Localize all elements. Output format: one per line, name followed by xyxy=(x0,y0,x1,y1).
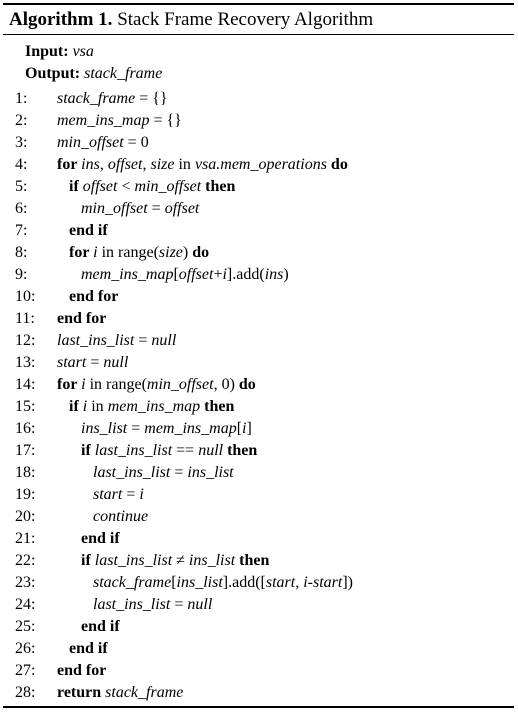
algorithm-line xyxy=(3,551,514,573)
line-number: 23: xyxy=(15,574,36,591)
line-code xyxy=(93,485,144,505)
line-code xyxy=(81,551,269,571)
line-code xyxy=(69,243,209,263)
variable: min_offset xyxy=(81,200,148,217)
code-text: = xyxy=(122,486,140,503)
line-code xyxy=(57,331,176,351)
line-number: 1: xyxy=(15,90,28,107)
line-number: 3: xyxy=(15,134,28,151)
line-number: 26: xyxy=(15,640,36,657)
input-value: vsa xyxy=(72,43,94,60)
variable: last_ins_list xyxy=(57,332,135,349)
algorithm-line xyxy=(3,287,514,309)
variable: i xyxy=(139,486,144,503)
variable: ins_list xyxy=(81,420,128,437)
line-number: 20: xyxy=(15,508,36,525)
code-text: = xyxy=(134,332,152,349)
variable: size xyxy=(150,156,175,173)
code-text: , xyxy=(99,156,108,173)
variable: ins xyxy=(264,266,284,283)
variable: i xyxy=(82,398,88,415)
variable: null xyxy=(187,596,213,613)
code-text: ) xyxy=(182,244,189,261)
code-text: ] xyxy=(246,420,252,437)
algorithm-line xyxy=(3,661,514,683)
line-number: 27: xyxy=(15,662,36,679)
line-code xyxy=(93,573,353,593)
line-number: 15: xyxy=(15,398,36,415)
keyword: end if xyxy=(81,530,120,547)
variable: offset xyxy=(107,156,143,173)
output-value: stack_frame xyxy=(84,65,163,82)
algorithm-line xyxy=(3,529,514,551)
variable: start xyxy=(57,354,87,371)
variable: i xyxy=(222,266,227,283)
algorithm-line xyxy=(3,199,514,221)
code-text: , xyxy=(295,574,304,591)
keyword: for xyxy=(69,244,94,261)
algorithm-line xyxy=(3,265,514,287)
keyword: for xyxy=(57,376,82,393)
code-text: , xyxy=(142,156,151,173)
line-code xyxy=(57,155,348,175)
code-text: in xyxy=(87,398,108,415)
code-text: + xyxy=(213,266,223,283)
code-text: = xyxy=(86,354,104,371)
algorithm-line xyxy=(3,595,514,617)
code-text: = xyxy=(170,464,188,481)
algorithm-line xyxy=(3,133,514,155)
algorithm-line xyxy=(3,331,514,353)
line-code xyxy=(57,661,106,681)
variable: min_offset xyxy=(146,376,214,393)
variable: ins_list xyxy=(176,574,223,591)
line-code xyxy=(69,221,108,241)
variable: i xyxy=(81,376,86,393)
algorithm-caption xyxy=(9,9,373,31)
code-text: in range( xyxy=(85,376,147,393)
keyword: end if xyxy=(69,640,108,657)
variable: mem_ins_map xyxy=(57,112,150,129)
algorithm-line xyxy=(3,683,514,705)
code-text: = {} xyxy=(149,112,182,129)
code-text: ]) xyxy=(342,574,353,591)
line-number: 24: xyxy=(15,596,36,613)
keyword: for xyxy=(57,156,82,173)
bottom-rule xyxy=(3,706,514,708)
algorithm-line xyxy=(3,397,514,419)
line-code xyxy=(69,639,108,659)
keyword: if xyxy=(69,398,83,415)
variable: stack_frame xyxy=(93,574,172,591)
variable: vsa.mem_operations xyxy=(194,156,327,173)
line-number: 6: xyxy=(15,200,28,217)
line-code xyxy=(57,89,168,109)
variable: null xyxy=(151,332,177,349)
line-code xyxy=(69,177,235,197)
line-code xyxy=(69,287,118,307)
keyword: end for xyxy=(69,288,119,305)
line-code xyxy=(69,397,234,417)
line-number: 19: xyxy=(15,486,36,503)
keyword: then xyxy=(200,398,235,415)
keyword: end for xyxy=(57,310,107,327)
keyword: end for xyxy=(57,662,107,679)
algorithm-box xyxy=(3,3,514,708)
code-text: == xyxy=(172,442,199,459)
algorithm-line xyxy=(3,309,514,331)
line-code xyxy=(81,617,120,637)
code-text: [ xyxy=(171,574,177,591)
caption-title: Stack Frame Recovery Algorithm xyxy=(117,9,374,30)
code-text: [ xyxy=(236,420,243,437)
variable: stack_frame xyxy=(105,684,184,701)
input-line xyxy=(25,42,94,62)
variable: last_ins_list xyxy=(94,442,173,459)
line-code xyxy=(57,133,149,153)
line-number: 18: xyxy=(15,464,36,481)
code-text: ].add( xyxy=(226,266,265,283)
variable: offset xyxy=(178,266,214,283)
variable: min_offset xyxy=(134,178,202,195)
line-number: 9: xyxy=(15,266,28,283)
code-text: in range( xyxy=(97,244,159,261)
variable: ins_list xyxy=(188,552,236,569)
line-number: 13: xyxy=(15,354,36,371)
variable: last_ins_list xyxy=(93,596,171,613)
line-number: 22: xyxy=(15,552,36,569)
code-text: ≠ xyxy=(172,552,189,569)
line-number: 4: xyxy=(15,156,28,173)
algorithm-line xyxy=(3,463,514,485)
algorithm-line xyxy=(3,353,514,375)
code-text: < xyxy=(117,178,135,195)
variable: size xyxy=(158,244,183,261)
code-text: = xyxy=(170,596,188,613)
algorithm-line xyxy=(3,617,514,639)
variable: null xyxy=(103,354,129,371)
algorithm-line xyxy=(3,111,514,133)
line-code xyxy=(93,507,148,527)
line-number: 25: xyxy=(15,618,36,635)
keyword: do xyxy=(326,156,348,173)
line-number: 10: xyxy=(15,288,36,305)
code-text: ].add([ xyxy=(222,574,266,591)
algorithm-line xyxy=(3,507,514,529)
line-number: 16: xyxy=(15,420,36,437)
code-text: = xyxy=(147,200,165,217)
variable: offset xyxy=(164,200,200,217)
keyword: return xyxy=(57,684,106,701)
input-label: Input: xyxy=(25,43,69,60)
keyword: if xyxy=(69,178,83,195)
variable: i xyxy=(242,420,247,437)
keyword: end if xyxy=(81,618,120,635)
variable: null xyxy=(198,442,224,459)
algorithm-lines xyxy=(3,89,514,705)
variable: ins xyxy=(81,156,100,173)
variable: continue xyxy=(93,508,149,525)
algorithm-line xyxy=(3,441,514,463)
keyword: do xyxy=(234,376,256,393)
code-text: = xyxy=(127,420,145,437)
line-number: 28: xyxy=(15,684,36,701)
variable: mem_ins_map xyxy=(81,266,174,283)
keyword: if xyxy=(81,552,95,569)
code-text: , 0) xyxy=(213,376,235,393)
algorithm-line xyxy=(3,573,514,595)
variable: offset xyxy=(82,178,118,195)
algorithm-line xyxy=(3,375,514,397)
algorithm-line xyxy=(3,177,514,199)
line-code xyxy=(81,265,289,285)
variable: min_offset xyxy=(57,134,124,151)
line-code xyxy=(81,529,120,549)
code-text: ) xyxy=(283,266,289,283)
line-code xyxy=(57,309,106,329)
keyword: end if xyxy=(69,222,108,239)
output-line xyxy=(25,64,162,84)
algorithm-line xyxy=(3,221,514,243)
line-code xyxy=(57,683,183,703)
variable: last_ins_list xyxy=(94,552,173,569)
line-code xyxy=(93,595,212,615)
variable: i-start xyxy=(303,574,343,591)
line-code xyxy=(81,441,257,461)
line-number: 2: xyxy=(15,112,28,129)
line-number: 17: xyxy=(15,442,36,459)
algorithm-line xyxy=(3,485,514,507)
line-number: 12: xyxy=(15,332,36,349)
code-text: [ xyxy=(173,266,179,283)
keyword: then xyxy=(223,442,258,459)
algorithm-line xyxy=(3,155,514,177)
keyword: then xyxy=(201,178,236,195)
caption-rule xyxy=(3,34,514,35)
line-code xyxy=(81,199,199,219)
algorithm-line xyxy=(3,89,514,111)
code-text: = {} xyxy=(135,90,168,107)
line-number: 5: xyxy=(15,178,28,195)
keyword: if xyxy=(81,442,95,459)
variable: mem_ins_map xyxy=(107,398,201,415)
line-number: 7: xyxy=(15,222,28,239)
variable: start xyxy=(265,574,296,591)
code-text: in xyxy=(174,156,195,173)
code-text: = 0 xyxy=(123,134,149,151)
output-label: Output: xyxy=(25,65,81,82)
keyword: then xyxy=(235,552,270,569)
algorithm-line xyxy=(3,639,514,661)
variable: last_ins_list xyxy=(93,464,171,481)
line-number: 21: xyxy=(15,530,36,547)
line-number: 8: xyxy=(15,244,28,261)
variable: mem_ins_map xyxy=(144,420,237,437)
top-rule xyxy=(3,3,514,5)
variable: ins_list xyxy=(187,464,234,481)
line-code xyxy=(81,419,252,439)
line-code xyxy=(57,353,128,373)
line-number: 11: xyxy=(15,310,35,327)
variable: stack_frame xyxy=(57,90,136,107)
line-code xyxy=(57,375,256,395)
algorithm-line xyxy=(3,243,514,265)
variable: i xyxy=(93,244,98,261)
keyword: do xyxy=(188,244,210,261)
algorithm-line xyxy=(3,419,514,441)
line-code xyxy=(93,463,234,483)
line-number: 14: xyxy=(15,376,36,393)
variable: start xyxy=(93,486,123,503)
caption-label: Algorithm 1. xyxy=(9,9,113,30)
line-code xyxy=(57,111,182,131)
